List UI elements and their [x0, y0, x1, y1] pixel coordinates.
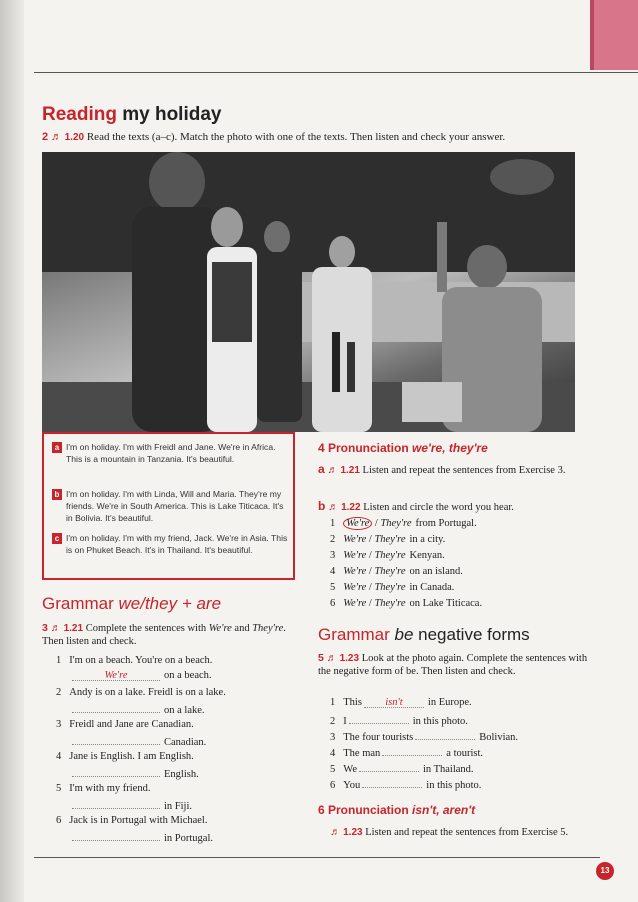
item-number: 2: [56, 687, 62, 698]
exercise-item: [56, 719, 194, 730]
exercise-2-instruction: [42, 131, 602, 143]
exercise-item: [56, 783, 150, 794]
text-label-c: c: [52, 533, 62, 544]
separator: /: [366, 534, 375, 545]
exercise-item: [56, 655, 212, 666]
item-number: 6: [330, 780, 336, 791]
item-rest: Bolivian.: [479, 732, 519, 743]
photo-illustration: [42, 152, 575, 432]
exercise-number: 2: [42, 131, 49, 143]
answer-blank[interactable]: [72, 830, 160, 841]
item-number: 3: [330, 550, 336, 561]
instruction-text: Complete the sentences with: [85, 623, 209, 634]
reading-title: [42, 104, 221, 126]
pronunciation-title-1: [318, 441, 488, 455]
grammar-word: Grammar: [42, 594, 114, 613]
item-number: 2: [330, 534, 336, 545]
negative-item: [330, 761, 474, 775]
item-subject: I: [343, 716, 347, 727]
circle-item: [330, 598, 482, 609]
section-tab: [590, 0, 638, 70]
item-prompt: Freidl and Jane are Canadian.: [69, 719, 194, 730]
option-were[interactable]: We're: [343, 598, 367, 609]
instruction-text: Listen and repeat the sentences from Exercise 3.: [362, 465, 566, 476]
item-number: 4: [330, 748, 336, 759]
pronunciation-label: 6 Pronunciation: [318, 803, 413, 817]
item-prompt: I'm with my friend.: [69, 783, 151, 794]
item-rest: from Portugal.: [415, 518, 477, 529]
item-rest: in this photo.: [426, 780, 482, 791]
item-number: 6: [330, 598, 336, 609]
circle-item: [330, 566, 463, 577]
audio-icon[interactable]: ♬: [330, 827, 341, 838]
answer-blank[interactable]: [72, 702, 160, 713]
item-prompt: I'm on a beach. You're on a beach.: [69, 655, 213, 666]
exercise-item: [56, 751, 194, 762]
item-number: 5: [330, 582, 336, 593]
exercise-item: [56, 687, 226, 698]
item-rest: a tourist.: [446, 748, 484, 759]
item-subject: The man: [343, 748, 381, 759]
exercise-item-answer-line: [72, 766, 199, 780]
negative-item: [330, 713, 468, 727]
negative-item: [330, 777, 481, 791]
text-a: I'm on holiday. I'm with Freidl and Jane. We're in Africa. This is a mountain in Tanzania. It's beautiful.: [66, 442, 276, 464]
separator: /: [366, 550, 375, 561]
audio-icon[interactable]: ♬: [327, 465, 338, 476]
instruction-text: Look at the photo again. Complete the sentences with the negative form of be. Then listen and check.: [318, 653, 588, 677]
answer-blank[interactable]: [72, 734, 160, 745]
item-number: 1: [330, 697, 336, 708]
instruction-text: Listen and repeat the sentences from Exercise 5.: [365, 827, 569, 838]
instruction-em: We're: [208, 623, 232, 634]
text-b: I'm on holiday. I'm with Linda, Will and Maria. They're my friends. We're in South America. This is Lake Titicaca. It's in Bolivia. It's beautiful.: [66, 489, 284, 523]
exercise-number: 5: [318, 652, 324, 664]
reading-title-word: Reading: [42, 104, 117, 125]
item-completion: on a lake.: [164, 705, 205, 716]
item-number: 6: [56, 815, 62, 826]
answer-blank[interactable]: [72, 798, 160, 809]
item-prompt: Jane is English. I am English.: [69, 751, 194, 762]
grammar-title-2: [318, 625, 530, 645]
exercise-item-answer-line: [72, 702, 205, 716]
reading-title-rest: my holiday: [116, 104, 222, 125]
reading-texts-box: [42, 432, 295, 580]
option-theyre[interactable]: They're: [374, 582, 406, 593]
item-rest: on an island.: [409, 566, 463, 577]
item-completion: Canadian.: [164, 737, 207, 748]
circle-item: [330, 582, 454, 593]
item-rest: in this photo.: [412, 716, 468, 727]
pronunciation-topic: isn't, aren't: [412, 803, 476, 817]
item-number: 5: [56, 783, 62, 794]
audio-icon[interactable]: ♬: [327, 502, 339, 513]
instruction-text: Read the texts (a–c). Match the photo with one of the texts. Then listen and check your answer.: [86, 131, 506, 143]
exercise-item: [56, 815, 207, 826]
item-number: 5: [330, 764, 336, 775]
instruction-em: They're: [252, 623, 284, 634]
item-prompt: Andy is on a lake. Freidl is on a lake.: [69, 687, 226, 698]
item-number: 3: [56, 719, 62, 730]
separator: /: [366, 566, 375, 577]
item-completion: in Fiji.: [164, 801, 193, 812]
item-rest: in a city.: [409, 534, 446, 545]
instruction-text: Listen and circle the word you hear.: [363, 502, 514, 513]
section-tab-edge: [590, 0, 594, 70]
item-subject: You: [343, 780, 361, 791]
separator: /: [366, 582, 375, 593]
negative-item: [330, 745, 483, 759]
answer-blank[interactable]: [415, 729, 475, 740]
page-binding-edge: [0, 0, 24, 902]
item-rest: Kenyan.: [409, 550, 445, 561]
answer-blank[interactable]: [362, 777, 422, 788]
answer-blank[interactable]: [382, 745, 442, 756]
exercise-5-instruction: [318, 652, 590, 678]
audio-track: 1.23: [339, 653, 360, 664]
pronunciation-title-2: [318, 803, 475, 817]
sub-label-a: a: [318, 462, 325, 476]
exercise-6: [330, 826, 590, 839]
answer-blank[interactable]: [359, 761, 419, 772]
grammar-topic: negative forms: [413, 625, 530, 644]
option-theyre[interactable]: They're: [380, 518, 412, 529]
grammar-topic: we/they + are: [113, 594, 222, 613]
negative-item: [330, 729, 518, 743]
exercise-item-answer-line: [72, 734, 206, 748]
exercise-3-instruction: [42, 622, 292, 648]
audio-icon[interactable]: ♬: [50, 131, 62, 143]
audio-track: 1.23: [343, 827, 363, 838]
audio-track: 1.21: [340, 465, 360, 476]
grammar-word: Grammar: [318, 625, 390, 644]
item-rest: in Europe.: [427, 697, 472, 708]
item-number: 4: [330, 566, 336, 577]
item-prompt: Jack is in Portugal with Michael.: [69, 815, 208, 826]
item-rest: in Canada.: [409, 582, 455, 593]
option-were[interactable]: We're: [343, 582, 367, 593]
pronunciation-label: 4 Pronunciation: [318, 441, 413, 455]
item-number: 1: [330, 518, 336, 529]
answer-blank[interactable]: [72, 670, 160, 681]
item-rest: on Lake Titicaca.: [409, 598, 483, 609]
item-rest: in Thailand.: [422, 764, 474, 775]
option-theyre[interactable]: They're: [374, 598, 406, 609]
item-number: 3: [330, 732, 336, 743]
item-subject: The four tourists: [343, 732, 414, 743]
separator: /: [372, 518, 381, 529]
audio-icon[interactable]: ♬: [326, 653, 337, 664]
page-number: 13: [596, 862, 614, 880]
audio-track: 1.21: [63, 623, 84, 634]
option-theyre[interactable]: They're: [374, 550, 406, 561]
item-completion: in Portugal.: [164, 833, 213, 844]
option-were[interactable]: We're: [343, 550, 367, 561]
grammar-title-1: [42, 594, 221, 614]
exercise-item-answer-line: [72, 798, 192, 812]
instruction-text: . Then listen and check.: [42, 623, 286, 647]
audio-track: 1.22: [341, 502, 361, 513]
option-were[interactable]: We're: [343, 566, 367, 577]
sub-label-b: b: [318, 499, 326, 513]
answer-blank[interactable]: [72, 766, 160, 777]
grammar-topic-em: be: [389, 625, 414, 644]
instruction-text: and: [231, 623, 253, 634]
option-were[interactable]: We're: [343, 517, 372, 530]
option-theyre[interactable]: They're: [374, 566, 406, 577]
item-subject: This: [343, 697, 362, 708]
item-completion: on a beach.: [164, 670, 212, 681]
option-were[interactable]: We're: [343, 534, 367, 545]
option-theyre[interactable]: They're: [374, 534, 406, 545]
text-label-b: b: [52, 489, 62, 500]
exercise-item-answer-line: [72, 830, 213, 844]
circle-item: [330, 534, 445, 545]
answer-text: isn't: [385, 697, 403, 708]
holiday-photo: [42, 152, 575, 432]
item-number: 4: [56, 751, 62, 762]
audio-icon[interactable]: ♬: [50, 623, 61, 634]
text-c: I'm on holiday. I'm with my friend, Jack. We're in Asia. This is on Phuket Beach. It's in Thailand. It's beautiful.: [66, 533, 288, 555]
answer-blank[interactable]: [349, 713, 409, 724]
negative-item: [330, 697, 472, 708]
answer-blank[interactable]: [364, 697, 424, 708]
answer-text: We're: [104, 670, 128, 681]
exercise-number: 3: [42, 622, 48, 634]
header-rule: [34, 72, 638, 73]
audio-track: 1.20: [64, 132, 85, 143]
item-number: 1: [56, 655, 62, 666]
item-subject: We: [343, 764, 357, 775]
exercise-4b: [318, 500, 588, 514]
separator: /: [366, 598, 375, 609]
circle-item: [330, 550, 445, 561]
circle-item: [330, 518, 477, 529]
item-completion: English.: [164, 769, 199, 780]
exercise-item-answer-line: [72, 670, 212, 681]
exercise-4a: [318, 463, 588, 477]
text-label-a: a: [52, 442, 62, 453]
pronunciation-topic: we're, they're: [412, 441, 488, 455]
item-number: 2: [330, 716, 336, 727]
footer-rule: [34, 857, 600, 858]
